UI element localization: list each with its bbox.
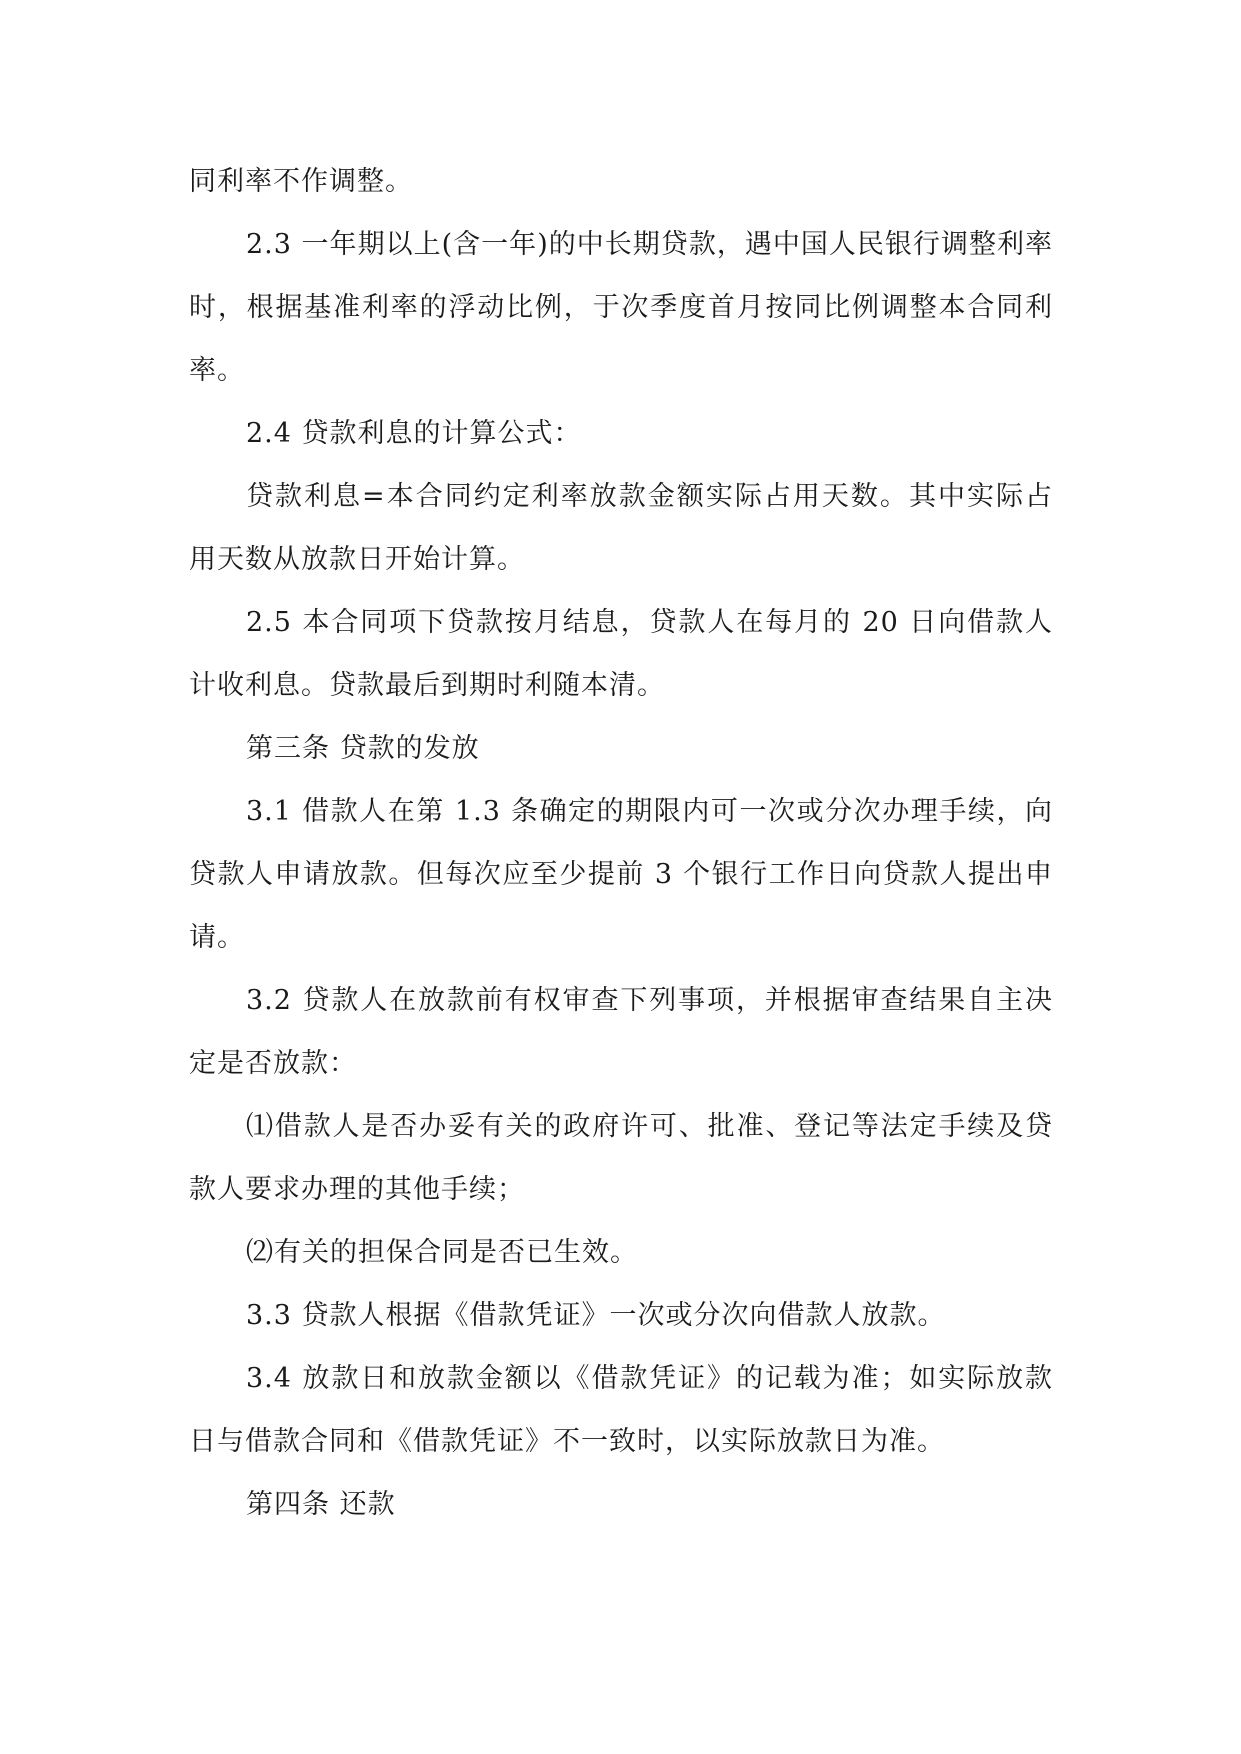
section-heading-article-3: 第三条 贷款的发放 (246, 733, 480, 764)
paragraph-3-4: 3.4 放款日和放款金额以《借款凭证》的记载为准；如实际放款日与借款合同和《借款凭证》不一致时，以实际放款日为准。 (189, 1363, 1053, 1457)
paragraph-2-3: 2.3 一年期以上(含一年)的中长期贷款，遇中国人民银行调整利率时，根据基准利率的浮动比例，于次季度首月按同比例调整本合同利率。 (189, 229, 1053, 386)
list-item-2: ⑵有关的担保合同是否已生效。 (246, 1237, 638, 1268)
list-item-1: ⑴借款人是否办妥有关的政府许可、批准、登记等法定手续及贷款人要求办理的其他手续； (189, 1111, 1053, 1205)
paragraph-3-2: 3.2 贷款人在放款前有权审查下列事项，并根据审查结果自主决定是否放款： (189, 985, 1053, 1079)
paragraph-3-3: 3.3 贷款人根据《借款凭证》一次或分次向借款人放款。 (246, 1300, 946, 1331)
paragraph-interest-formula: 贷款利息=本合同约定利率放款金额实际占用天数。其中实际占用天数从放款日开始计算。 (189, 481, 1053, 575)
section-heading-article-4: 第四条 还款 (246, 1489, 396, 1520)
document-body (189, 150, 1053, 1536)
paragraph-rate-unchanged: 同利率不作调整。 (189, 166, 413, 197)
paragraph-2-4: 2.4 贷款利息的计算公式： (246, 418, 582, 449)
paragraph-2-5: 2.5 本合同项下贷款按月结息，贷款人在每月的 20 日向借款人计收利息。贷款最后到期时利随本清。 (189, 607, 1053, 701)
paragraph-3-1: 3.1 借款人在第 1.3 条确定的期限内可一次或分次办理手续，向贷款人申请放款。但每次应至少提前 3 个银行工作日向贷款人提出申请。 (189, 796, 1053, 953)
